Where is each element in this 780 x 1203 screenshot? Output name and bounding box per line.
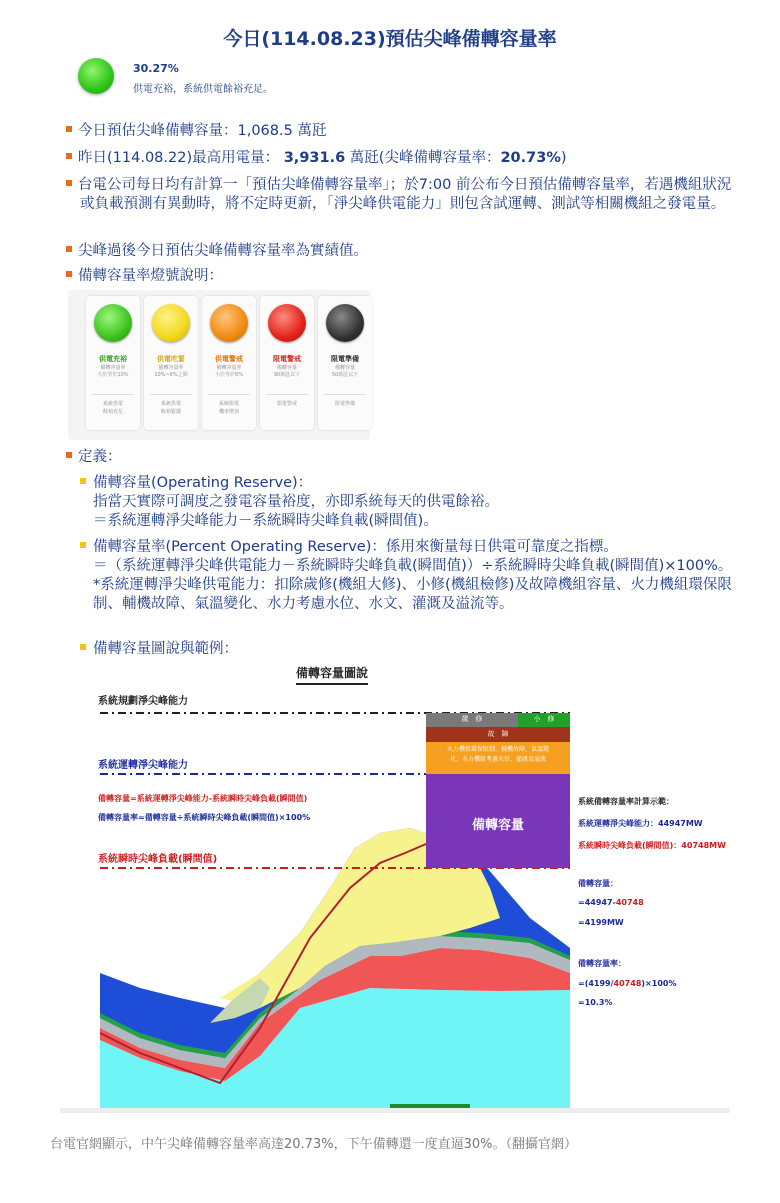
sub-bullet-icon	[80, 478, 86, 484]
legend-sub: 限電警戒	[276, 401, 297, 407]
page-title: 今日(114.08.23)預估尖峰備轉容量率	[223, 28, 557, 50]
bullet-text: 台電公司每日均有計算一「預估尖峰備轉容量率」；於7:00 前公布今日預估備轉容量率，若遇機組狀況或負載預測有異動時，將不定時更新，「淨尖峰供電能力」則包含試運轉、測試等相關機組之發電量。	[78, 177, 732, 212]
bullet-icon	[66, 246, 72, 252]
legend-sub: 限電準備	[334, 401, 355, 407]
minor-label: 小 修	[533, 715, 555, 723]
bullet-text: 定義：	[78, 449, 122, 465]
photo-caption: 台電官網顯示，中午尖峰備轉容量率高達20.73%，下午備轉還一度直逼30%。（翻攝官網）	[50, 1137, 577, 1152]
bullet-text: 萬瓩(尖峰備轉容量率：	[349, 150, 501, 166]
diagram-title: 備轉容量圖說	[296, 664, 368, 685]
example-load: 系統瞬時尖峰負載(瞬間值)：40748MW	[578, 841, 726, 850]
bullet-icon	[66, 271, 72, 277]
legend-name: 供電警戒	[215, 355, 243, 363]
example-rate-title: 備轉容量率：	[578, 959, 626, 968]
legend-sub: 系統供電 餘裕緊澀	[160, 401, 181, 415]
legend-card	[144, 296, 198, 430]
bullet-text: 昨日(114.08.22)最高用電量：	[78, 150, 280, 166]
bullet-icon	[66, 452, 72, 458]
definition-percent-reserve	[80, 538, 743, 614]
peak-load-label: 系統瞬時尖峰負載(瞬間值)	[98, 854, 218, 865]
divider	[150, 394, 192, 395]
definition-operating-reserve	[80, 474, 743, 531]
legend-desc: 備轉容量率 10%~6%之間	[154, 365, 188, 378]
bullet-actual-value	[66, 242, 726, 261]
legend-card	[318, 296, 372, 430]
legend-desc: 備轉容量率 小於等於6%	[215, 365, 243, 378]
legend-card	[86, 296, 140, 430]
operating-capacity-label: 系統運轉淨尖峰能力	[98, 760, 188, 771]
bullet-text: 今日預估尖峰備轉容量：1,068.5 萬瓩	[78, 123, 327, 139]
example-reserve-calc: =44947-40748	[578, 898, 644, 907]
bottom-green	[390, 1104, 470, 1108]
legend-desc: 備轉容量 90萬瓩以下	[273, 365, 301, 378]
def-title: 備轉容量圖說與範例：	[93, 641, 238, 657]
bullet-icon	[66, 126, 72, 132]
red-light-icon	[268, 304, 306, 342]
bullet-calculation-note	[66, 176, 740, 214]
reserve-label: 備轉容量	[471, 818, 524, 833]
bullet-legend-heading	[66, 267, 726, 286]
def-text: ＝（系統運轉淨尖峰供電能力－系統瞬時尖峰負載(瞬間值)）÷系統瞬時尖峰負載(瞬間值)×100%。	[93, 558, 733, 574]
bullet-text: 備轉容量率燈號說明：	[78, 268, 223, 284]
formula-reserve: 備轉容量=系統運轉淨尖峰能力-系統瞬時尖峰負載(瞬間值)	[98, 794, 308, 803]
example-capacity: 系統運轉淨尖峰能力：44947MW	[578, 819, 703, 828]
sub-bullet-icon	[80, 542, 86, 548]
example-reserve-title: 備轉容量：	[578, 879, 618, 888]
bullet-icon	[66, 180, 72, 186]
divider	[92, 394, 134, 395]
bullet-text: 尖峰過後今日預估尖峰備轉容量率為實績值。	[78, 243, 368, 259]
fault-label: 故 障	[487, 730, 509, 738]
bullet-icon	[66, 153, 72, 159]
legend-card	[202, 296, 256, 430]
example-rate-result: =10.3%	[578, 998, 613, 1007]
definitions-heading	[66, 448, 726, 467]
diagram-floor	[60, 1108, 730, 1113]
orange-light-icon	[210, 304, 248, 342]
peak-value: 3,931.6	[283, 150, 346, 166]
peak-rate: 20.73%	[500, 150, 561, 166]
green-light-icon	[78, 58, 114, 94]
green-light-icon	[94, 304, 132, 342]
yellow-light-icon	[152, 304, 190, 342]
legend-name: 限電警戒	[273, 355, 301, 363]
legend-name: 供電充裕	[99, 355, 127, 363]
legend-sub: 系統限電 機率增加	[218, 401, 239, 415]
def-title: 備轉容量率(Percent Operating Reserve)：係用來衡量每日供電可靠度之指標。	[93, 539, 618, 555]
bullet-text: )	[560, 150, 567, 166]
legend-desc: 備轉容量 50萬瓩以下	[331, 365, 359, 378]
example-reserve-result: =4199MW	[578, 918, 624, 927]
limits-label: 火力機組環保限制、輔機故障、氣溫變 化、水力機組考慮水位、灌溉及溢流	[446, 746, 549, 763]
example-title: 系統備轉容量率計算示範：	[578, 797, 674, 806]
legend-sub: 系統供電 餘裕充足	[102, 401, 123, 415]
light-legend	[68, 290, 370, 440]
definition-diagram-heading	[80, 640, 743, 659]
divider	[324, 394, 366, 395]
overhaul-label: 歲 修	[461, 715, 483, 723]
sub-bullet-icon	[80, 644, 86, 650]
formula-reserve-rate: 備轉容量率=備轉容量÷系統瞬時尖峰負載(瞬間值)×100%	[98, 813, 311, 822]
def-text: ＝系統運轉淨尖峰能力－系統瞬時尖峰負載(瞬間值)。	[93, 513, 438, 529]
bullet-today-reserve	[66, 122, 726, 141]
legend-card	[260, 296, 314, 430]
divider	[208, 394, 250, 395]
example-rate-calc: =(4199/40748)×100%	[578, 979, 677, 988]
black-light-icon	[326, 304, 364, 342]
def-text: 指當天實際可調度之發電容量裕度，亦即系統每天的供電餘裕。	[93, 494, 499, 510]
planned-capacity-label: 系統規劃淨尖峰能力	[98, 696, 188, 707]
divider	[266, 394, 308, 395]
legend-desc: 備轉容量率 大於等於10%	[97, 365, 129, 378]
status-percent: 30.27%	[133, 62, 179, 75]
status-message: 供電充裕，系統供電餘裕充足。	[133, 84, 273, 95]
legend-name: 供電吃緊	[157, 355, 185, 363]
legend-name: 限電準備	[331, 355, 359, 363]
def-text: *系統運轉淨尖峰供電能力：扣除歲修(機組大修)、小修(機組檢修)及故障機組容量、火力機組環保限制、輔機故障、氣溫變化、水力考慮水位、水文、灌溉及溢流等。	[93, 577, 732, 612]
def-title: 備轉容量(Operating Reserve)：	[93, 475, 313, 491]
bullet-yesterday-peak	[66, 149, 726, 168]
